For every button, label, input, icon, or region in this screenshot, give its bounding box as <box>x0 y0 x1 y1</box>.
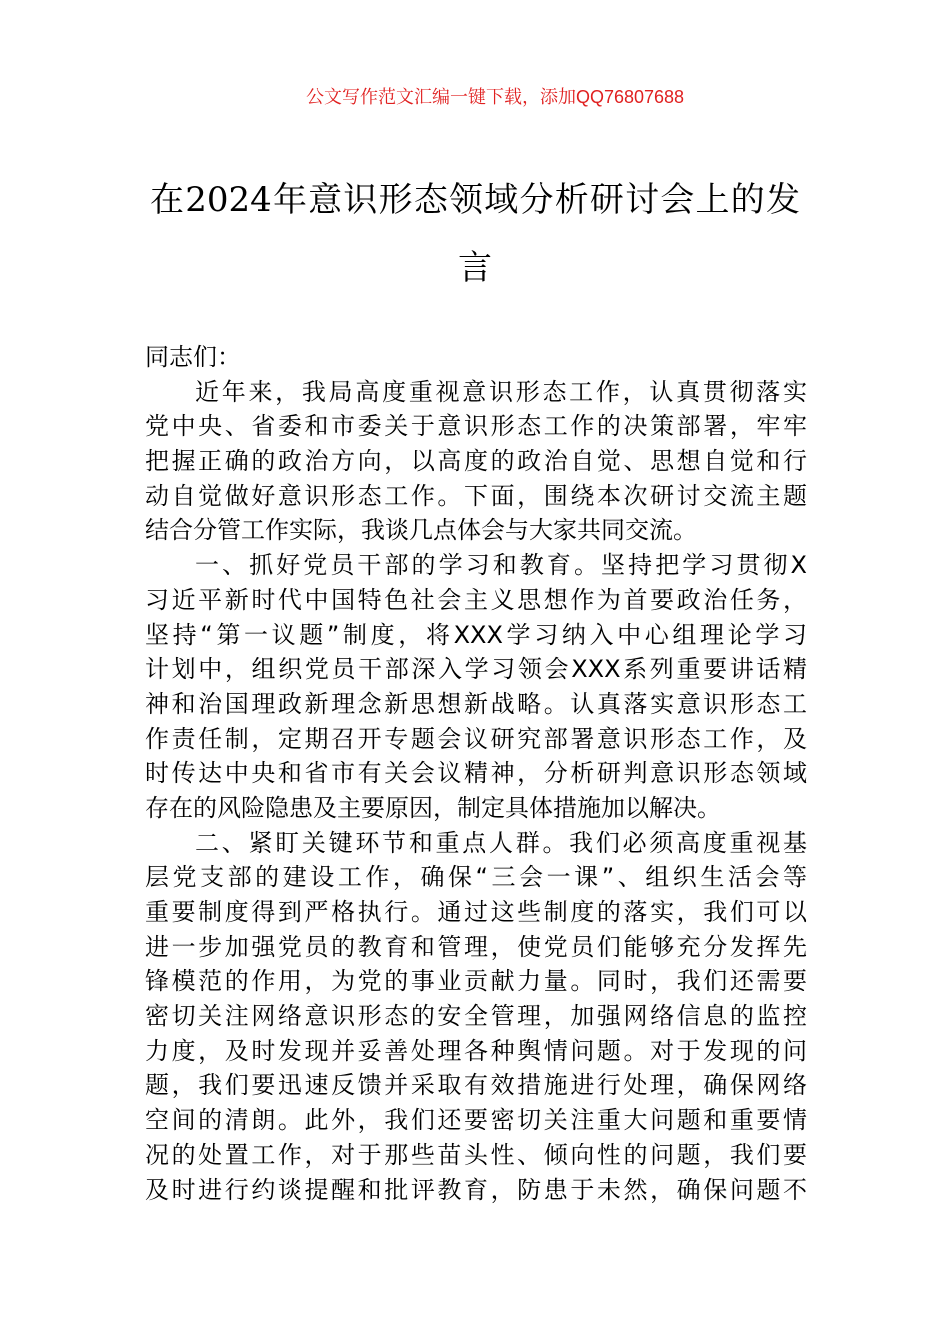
paragraph-line: 存在的风险隐患及主要原因，制定具体措施加以解决。 <box>145 793 721 822</box>
paragraph-line: 一、抓好党员干部的学习和教育。坚持把学习贯彻X <box>195 551 807 580</box>
paragraph-line: 二、紧盯关键环节和重点人群。我们必须高度重视基 <box>195 828 807 857</box>
paragraph-line: 题，我们要迅速反馈并采取有效措施进行处理，确保网络 <box>145 1071 807 1100</box>
paragraph-line: 神和治国理政新理念新思想新战略。认真落实意识形态工 <box>145 689 807 718</box>
paragraph-line: 把握正确的政治方向，以高度的政治自觉、思想自觉和行 <box>145 447 807 476</box>
paragraph-line: 空间的清朗。此外，我们还要密切关注重大问题和重要情 <box>145 1106 807 1135</box>
paragraph <box>145 826 807 1208</box>
paragraph-line: 近年来，我局高度重视意识形态工作，认真贯彻落实 <box>195 377 807 406</box>
paragraph-line: 坚持“第一议题”制度，将XXX学习纳入中心组理论学习 <box>145 620 807 649</box>
paragraph-line: 习近平新时代中国特色社会主义思想作为首要政治任务， <box>145 585 807 614</box>
paragraph-line: 重要制度得到严格执行。通过这些制度的落实，我们可以 <box>145 898 807 926</box>
paragraph-line: 结合分管工作实际，我谈几点体会与大家共同交流。 <box>145 516 697 545</box>
paragraph-line: 层党支部的建设工作，确保“三会一课”、组织生活会等 <box>145 863 807 892</box>
paragraph-line: 密切关注网络意识形态的安全管理，加强网络信息的监控 <box>145 1002 807 1031</box>
paragraph-line: 时传达中央和省市有关会议精神，分析研判意识形态领域 <box>145 759 807 788</box>
paragraph-line: 力度，及时发现并妥善处理各种舆情问题。对于发现的问 <box>145 1036 807 1065</box>
paragraph-line: 动自觉做好意识形态工作。下面，围绕本次研讨交流主题 <box>145 481 807 510</box>
paragraph <box>145 548 807 826</box>
paragraph-line: 况的处置工作，对于那些苗头性、倾向性的问题，我们要 <box>145 1140 807 1169</box>
document-body <box>145 340 807 1207</box>
salutation: 同志们： <box>145 343 241 371</box>
document-title-continued: 言 <box>458 248 492 288</box>
paragraph-line: 及时进行约谈提醒和批评教育，防患于未然，确保问题不 <box>145 1175 807 1204</box>
paragraph-line: 进一步加强党员的教育和管理，使党员们能够充分发挥先 <box>145 932 807 961</box>
document-title: 在2024年意识形态领域分析研讨会上的发 <box>150 180 800 220</box>
watermark-banner: 公文写作范文汇编一键下载，添加QQ76807688 <box>305 87 685 107</box>
paragraph <box>145 375 807 548</box>
paragraph-line: 党中央、省委和市委关于意识形态工作的决策部署，牢牢 <box>145 412 807 441</box>
paragraph-line: 计划中，组织党员干部深入学习领会XXX系列重要讲话精 <box>145 655 807 684</box>
paragraph-line: 锋模范的作用，为党的事业贡献力量。同时，我们还需要 <box>145 967 807 996</box>
paragraph-line: 作责任制，定期召开专题会议研究部署意识形态工作，及 <box>145 724 807 753</box>
